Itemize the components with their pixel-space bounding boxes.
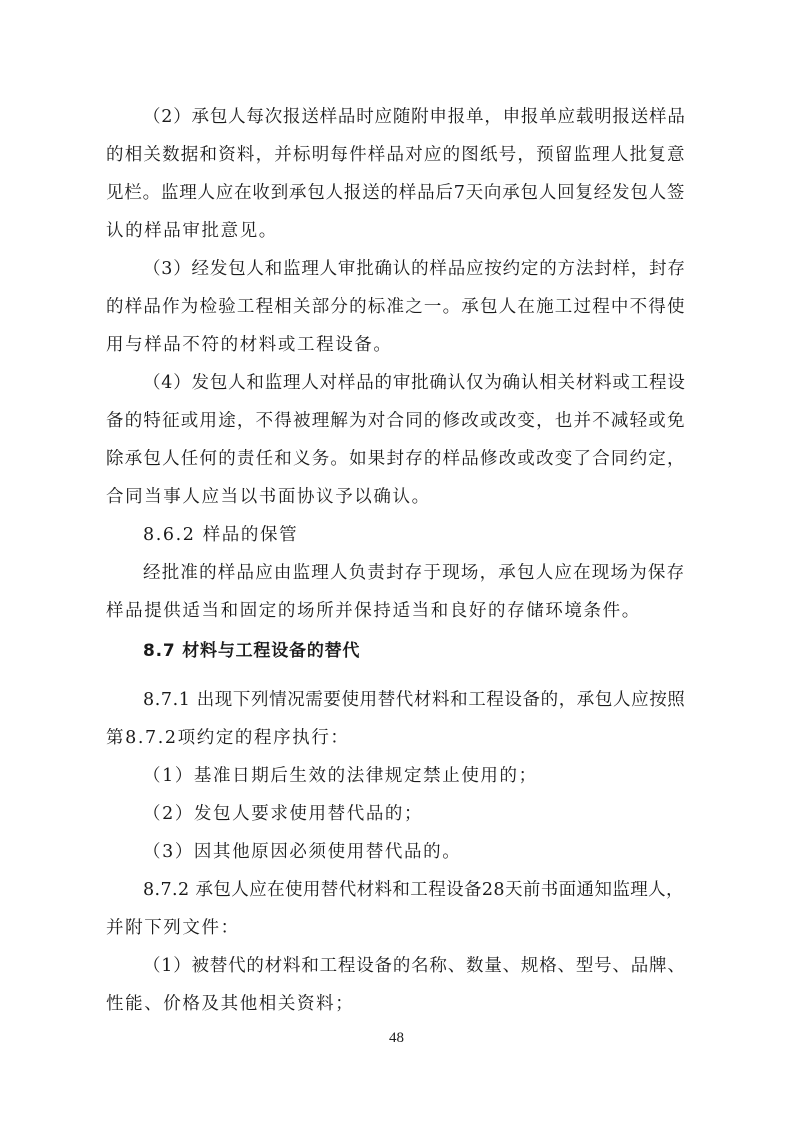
section-8-6-2-heading: 8.6.2 样品的保管 (143, 525, 299, 545)
paragraph-8-6-1-item-3-line-3: 用与样品不符的材料或工程设备。 (106, 335, 393, 355)
list-8-7-1-item-2: （2）发包人要求使用替代品的； (143, 804, 424, 824)
paragraph-8-7-1-line-1: 8.7.1 出现下列情况需要使用替代材料和工程设备的，承包人应按照 (143, 690, 686, 710)
list-8-7-2-item-1-line-2: 性能、价格及其他相关资料； (106, 994, 355, 1014)
paragraph-8-6-1-item-2-line-2: 的相关数据和资料，并标明每件样品对应的图纸号，预留监理人批复意 (106, 145, 686, 165)
section-8-7-heading: 8.7 材料与工程设备的替代 (143, 641, 361, 661)
paragraph-8-6-1-item-4-line-1: （4）发包人和监理人对样品的审批确认仅为确认相关材料或工程设 (143, 373, 686, 393)
list-8-7-1-item-3: （3）因其他原因必须使用替代品的。 (143, 842, 462, 862)
list-8-7-1-item-1: （1）基准日期后生效的法律规定禁止使用的； (143, 766, 538, 786)
paragraph-8-6-1-item-3-line-1: （3）经发包人和监理人审批确认的样品应按约定的方法封样，封存 (143, 259, 686, 279)
paragraph-8-7-2-line-2: 并附下列文件： (106, 918, 240, 938)
paragraph-8-6-1-item-3-line-2: 的样品作为检验工程相关部分的标准之一。承包人在施工过程中不得使 (106, 297, 686, 317)
paragraph-8-7-1-line-2: 第8.7.2项约定的程序执行： (106, 728, 350, 748)
paragraph-8-6-1-item-2-line-1: （2）承包人每次报送样品时应随附申报单，申报单应载明报送样品 (143, 107, 686, 127)
paragraph-8-6-1-item-4-line-2: 备的特征或用途，不得被理解为对合同的修改或改变，也并不减轻或免 (106, 411, 686, 431)
page-number: 48 (389, 1030, 404, 1046)
paragraph-8-6-2-line-1: 经批准的样品应由监理人负责封存于现场，承包人应在现场为保存 (143, 563, 686, 583)
paragraph-8-6-1-item-2-line-4: 认的样品审批意见。 (106, 221, 278, 241)
paragraph-8-6-1-item-2-line-3: 见栏。监理人应在收到承包人报送的样品后7天向承包人回复经发包人签 (106, 183, 686, 203)
paragraph-8-7-2-line-1: 8.7.2 承包人应在使用替代材料和工程设备28天前书面通知监理人， (143, 880, 684, 900)
paragraph-8-6-1-item-4-line-4: 合同当事人应当以书面协议予以确认。 (106, 487, 431, 507)
paragraph-8-6-2-line-2: 样品提供适当和固定的场所并保持适当和良好的存储环境条件。 (106, 601, 641, 621)
list-8-7-2-item-1-line-1: （1）被替代的材料和工程设备的名称、数量、规格、型号、品牌、 (143, 956, 686, 976)
paragraph-8-6-1-item-4-line-3: 除承包人任何的责任和义务。如果封存的样品修改或改变了合同约定， (106, 449, 686, 469)
